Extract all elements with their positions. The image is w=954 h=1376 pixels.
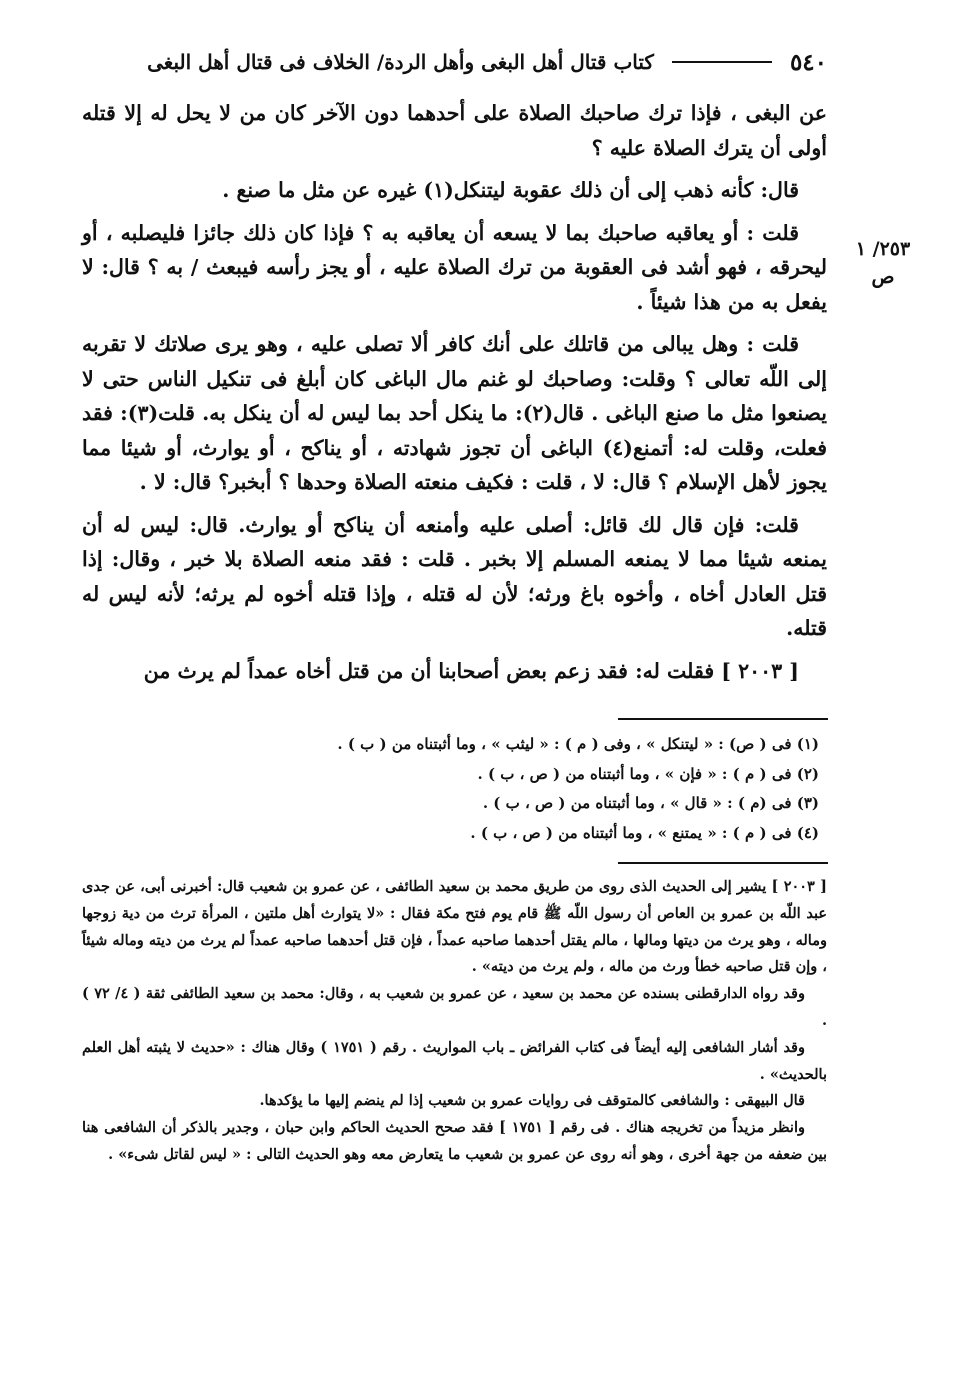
commentary-separator <box>618 862 828 864</box>
header-rule <box>672 61 772 63</box>
footnotes <box>82 730 827 848</box>
commentary-paragraph: قال البيهقى : والشافعى كالمتوقف فى روايات عمرو بن شعيب إذا لم ينضم إليها ما يؤكدها. <box>259 1092 805 1110</box>
margin-folio: ٢٥٣/ ١ <box>855 238 911 260</box>
footnote: (١) فى ( ص) : « ليتنكل » ، وفى ( م ) : « ليثب » ، وما أثبتناه من ( ب ) . <box>337 735 819 753</box>
commentary-paragraph: وقد رواه الدارقطنى بسنده عن محمد بن سعيد ، عن عمرو بن شعيب به ، وقال: محمد بن سعيد الطائفى ثقة ( ٤/ ٧٢ ) . <box>82 985 827 1029</box>
commentary-paragraph: وانظر مزيداً من تخريجه هناك . فى رقم [ ١٧٥١ ] فقد صحح الحديث الحاكم وابن حبان ، وجدير بالذكر أن الشافعى هنا بين ضعفه من جهة أخرى ، وهو أنه روى عن عمرو بن شعيب ما يتعارض معه وهو الحديث التالى : « ليس لقاتل شىء» . <box>82 1119 827 1163</box>
commentary-paragraph: [ ٢٠٠٣ ] يشير إلى الحديث الذى روى من طريق محمد بن سعيد الطائفى ، عن عمرو بن شعيب قال: أخبرنى أبى، عن جدى عبد اللّه بن عمرو بن العاص أن رسول اللّه ﷺ قام يوم فتح مكة فقال : «لا يتوارث أهل ملتين ، المرأة ترث من دية زوجها وماله ، وهو يرث من ديتها ومالها ، مالم يقتل أحدهما صاحبه عمداً ، فإن قتل أحدهما صاحبه عمداً لم يرث من ديته وماله شيئاً ، وإن قتل صاحبه خطأ ورث من ماله ، ولم يرث من ديته» . <box>82 878 827 976</box>
paragraph-numbered-2003: [ ٢٠٠٣ ] فقلت له: فقد زعم بعض أصحابنا أن من قتل أخاه عمداً لم يرث من <box>143 658 799 683</box>
paragraph: قلت : أو يعاقبه صاحبك بما لا يسعه أن يعاقبه به ؟ فإذا كان ذلك جائزا فليصلبه ، أو ليحرقه ، فهو أشد فى العقوبة من ترك الصلاة عليه ، أو يجز رأسه فيبعث / به ؟ قال: لا يفعل به من هذا شيئاً . <box>82 220 827 314</box>
margin-manuscript-siglum: ص <box>871 266 895 288</box>
main-text <box>82 96 827 696</box>
page-number: ٥٤٠ <box>789 48 827 76</box>
footnote: (٣) فى (م ) : « قال » ، وما أثبتناه من ( ص ، ب ) . <box>482 794 819 812</box>
running-title: كتاب قتال أهل البغى وأهل الردة/ الخلاف فى قتال أهل البغى <box>147 50 654 74</box>
paragraph: عن البغى ، فإذا ترك صاحبك الصلاة على أحدهما دون الآخر كان من لا يحل له إلا قتله أولى أن يترك الصلاة عليه ؟ <box>82 101 827 160</box>
paragraph: قلت : وهل يبالى من قاتلك على أنك كافر ألا تصلى عليه ، وهو يرى صلاتك لا تقربه إلى اللّه تعالى ؟ وقلت: وصاحبك لو غنم مال الباغى كان أبلغ فى تنكيل الناس حتى لا يصنعوا مثل ما صنع الباغى . قال(٢): ما ينكل أحد بما ليس له أن ينكل به. قلت(٣): فقد فعلت، وقلت له: أتمنع(٤) الباغى أن تجوز شهادته ، أو يناكح ، أو يوارث، أو شيئا مما يجوز لأهل الإسلام ؟ قال: لا ، قلت : فكيف منعته الصلاة وحدها ؟ أبخبر؟ قال: لا . <box>82 332 828 494</box>
footnote: (٢) فى ( م ) : « فإن » ، وما أثبتناه من ( ص ، ب ) . <box>477 764 819 783</box>
paragraph: قال: كأنه ذهب إلى أن ذلك عقوبة ليتنكل(١) غيره عن مثل ما صنع . <box>222 178 799 202</box>
footnote: (٤) فى ( م ) : « يمتنع » ، وما أثبتناه من ( ص ، ب ) . <box>470 823 819 842</box>
paragraph: قلت: فإن قال لك قائل: أصلى عليه وأمنعه أن يناكح أو يوارث. قال: ليس له أن يمنعه شيئا مما لا يمنعه المسلم إلا بخبر . قلت : فقد منعه الصلاة بلا خبر ، وقال: إذا قتل العادل أخاه ، وأخوه باغ ورثه؛ لأن له قتله ، وإذا قتله أخوه لم يرثه؛ لأنه ليس له قتله. <box>82 512 827 640</box>
margin-manuscript-reference <box>848 238 918 288</box>
page-header <box>82 44 827 80</box>
commentary-paragraph: وقد أشار الشافعى إليه أيضاً فى كتاب الفرائض ـ باب المواريث . رقم ( ١٧٥١ ) وقال هناك : «حديث لا يثبته أهل العلم بالحديث» . <box>82 1038 827 1083</box>
commentary <box>82 874 827 1169</box>
footnote-separator <box>618 718 828 720</box>
